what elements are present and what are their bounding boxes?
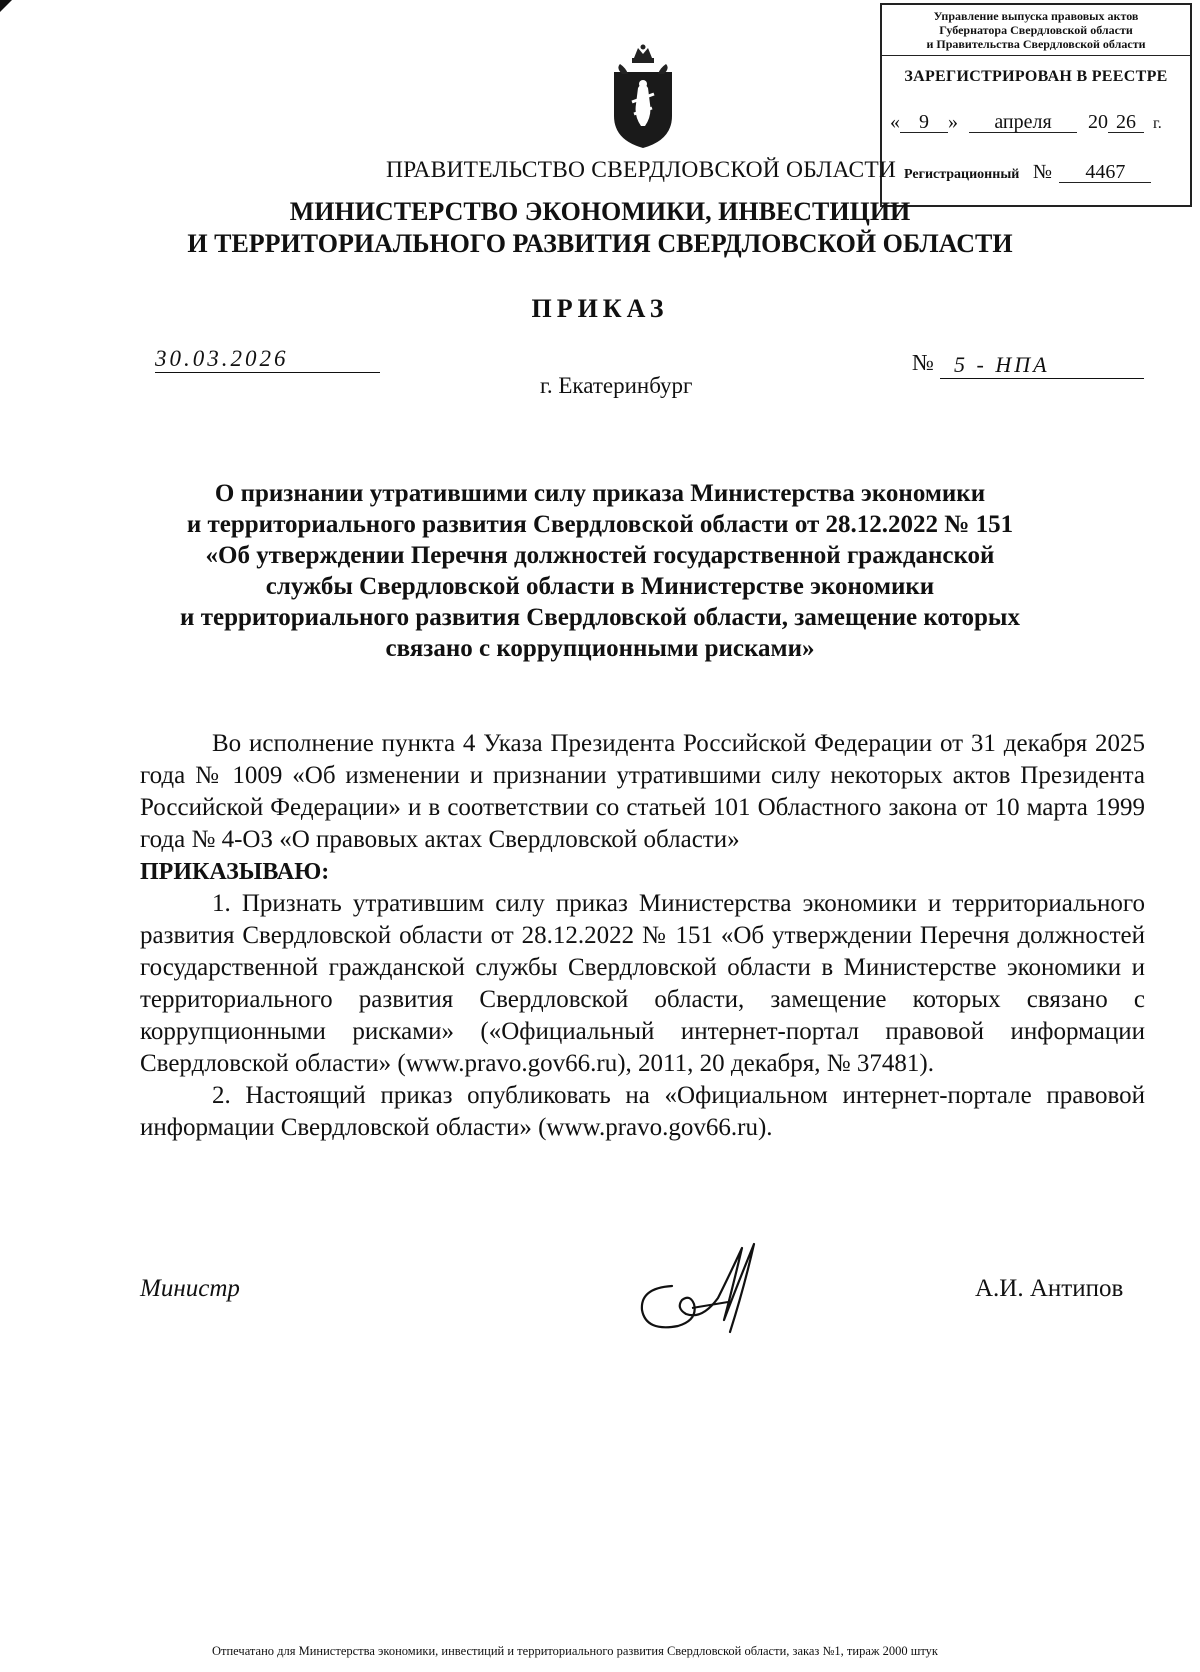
stamp-header-line: Губернатора Свердловской области (939, 23, 1133, 37)
handwritten-order-number: 5 - НПА (940, 352, 1144, 379)
stamp-header-line: Управление выпуска правовых актов (933, 9, 1139, 23)
government-name: ПРАВИТЕЛЬСТВО СВЕРДЛОВСКОЙ ОБЛАСТИ (386, 157, 897, 183)
stamp-reg-label: Регистрационный (904, 167, 1020, 182)
order-body (140, 728, 1145, 1144)
order-number-sign: № (912, 350, 934, 375)
order-title (0, 478, 1200, 664)
stamp-number-row (904, 161, 1151, 184)
print-footer: Отпечатано для Министерства экономики, инвестиций и территориального развития Свердловской области, заказ №1, тираж 2000 штук (212, 1644, 939, 1658)
ministry-line: МИНИСТЕРСТВО ЭКОНОМИКИ, ИНВЕСТИЦИИ (289, 197, 911, 226)
stamp-registered-text: ЗАРЕГИСТРИРОВАН В РЕЕСТРЕ (904, 68, 1168, 85)
stamp-month: апреля (969, 112, 1077, 133)
coat-of-arms-icon (612, 44, 674, 150)
stamp-date-row: « 9 » апреля 20 26 г. (890, 111, 1162, 133)
ministry-line: И ТЕРРИТОРИАЛЬНОГО РАЗВИТИЯ СВЕРДЛОВСКОЙ ОБЛАСТИ (187, 229, 1013, 258)
document-type: ПРИКАЗ (531, 294, 669, 323)
city-name: г. Екатеринбург (540, 373, 693, 398)
preamble-paragraph: Во исполнение пункта 4 Указа Президента Российской Федерации от 31 декабря 2025 года № 1009 «Об изменении и признании утратившими силу некоторых актов Президента Российской Федерации» и в соответствии со статьей 101 Областного закона от 10 марта 1999 года № 4-ОЗ «О правовых актах Свердловской области» (140, 730, 1145, 853)
title-line: «Об утверждении Перечня должностей государственной гражданской (205, 542, 995, 569)
signer-position: Министр (140, 1275, 240, 1302)
stamp-year-prefix: 20 (1088, 111, 1108, 133)
handwritten-signature (632, 1228, 772, 1348)
stamp-day: 9 (900, 112, 948, 133)
handwritten-date: 30.03.2026 (155, 346, 380, 373)
stamp-header (882, 5, 1190, 56)
stamp-reg-number: 4467 (1059, 162, 1151, 183)
title-line: и территориального развития Свердловской области от 28.12.2022 № 151 (186, 511, 1014, 538)
title-line: О признании утратившими силу приказа Министерства экономики (214, 480, 986, 507)
stamp-num-sign: № (1032, 161, 1052, 183)
stamp-year-suffix: 26 (1108, 112, 1144, 133)
title-line: и территориального развития Свердловской области, замещение которых (180, 604, 1020, 631)
stamp-header-line: и Правительства Свердловской области (926, 37, 1146, 51)
order-item-1: 1. Признать утратившим силу приказ Министерства экономики и территориального развития Свердловской области от 28.12.2022 № 151 «Об утверждении Перечня должностей государственной гражданской службы Свердловской области в Министерстве экономики и территориального развития Свердловской области, замещение которых связано с коррупционными рисками» («Официальный интернет-портал правовой информации Свердловской области» (www.pravo.gov66.ru), 2011, 20 декабря, № 37481). (140, 890, 1145, 1077)
order-item-2: 2. Настоящий приказ опубликовать на «Официальном интернет-портале правовой информации Свердловской области» (www.pravo.gov66.ru). (140, 1082, 1145, 1141)
signer-name: А.И. Антипов (975, 1275, 1124, 1302)
title-line: связано с коррупционными рисками» (385, 635, 815, 662)
registration-stamp (880, 3, 1192, 207)
orders-word: ПРИКАЗЫВАЮ: (140, 859, 330, 885)
ministry-name (0, 196, 1200, 260)
title-line: службы Свердловской области в Министерстве экономики (265, 573, 935, 600)
stamp-year-abbr: г. (1153, 115, 1162, 132)
scan-corner-mark (0, 0, 12, 12)
